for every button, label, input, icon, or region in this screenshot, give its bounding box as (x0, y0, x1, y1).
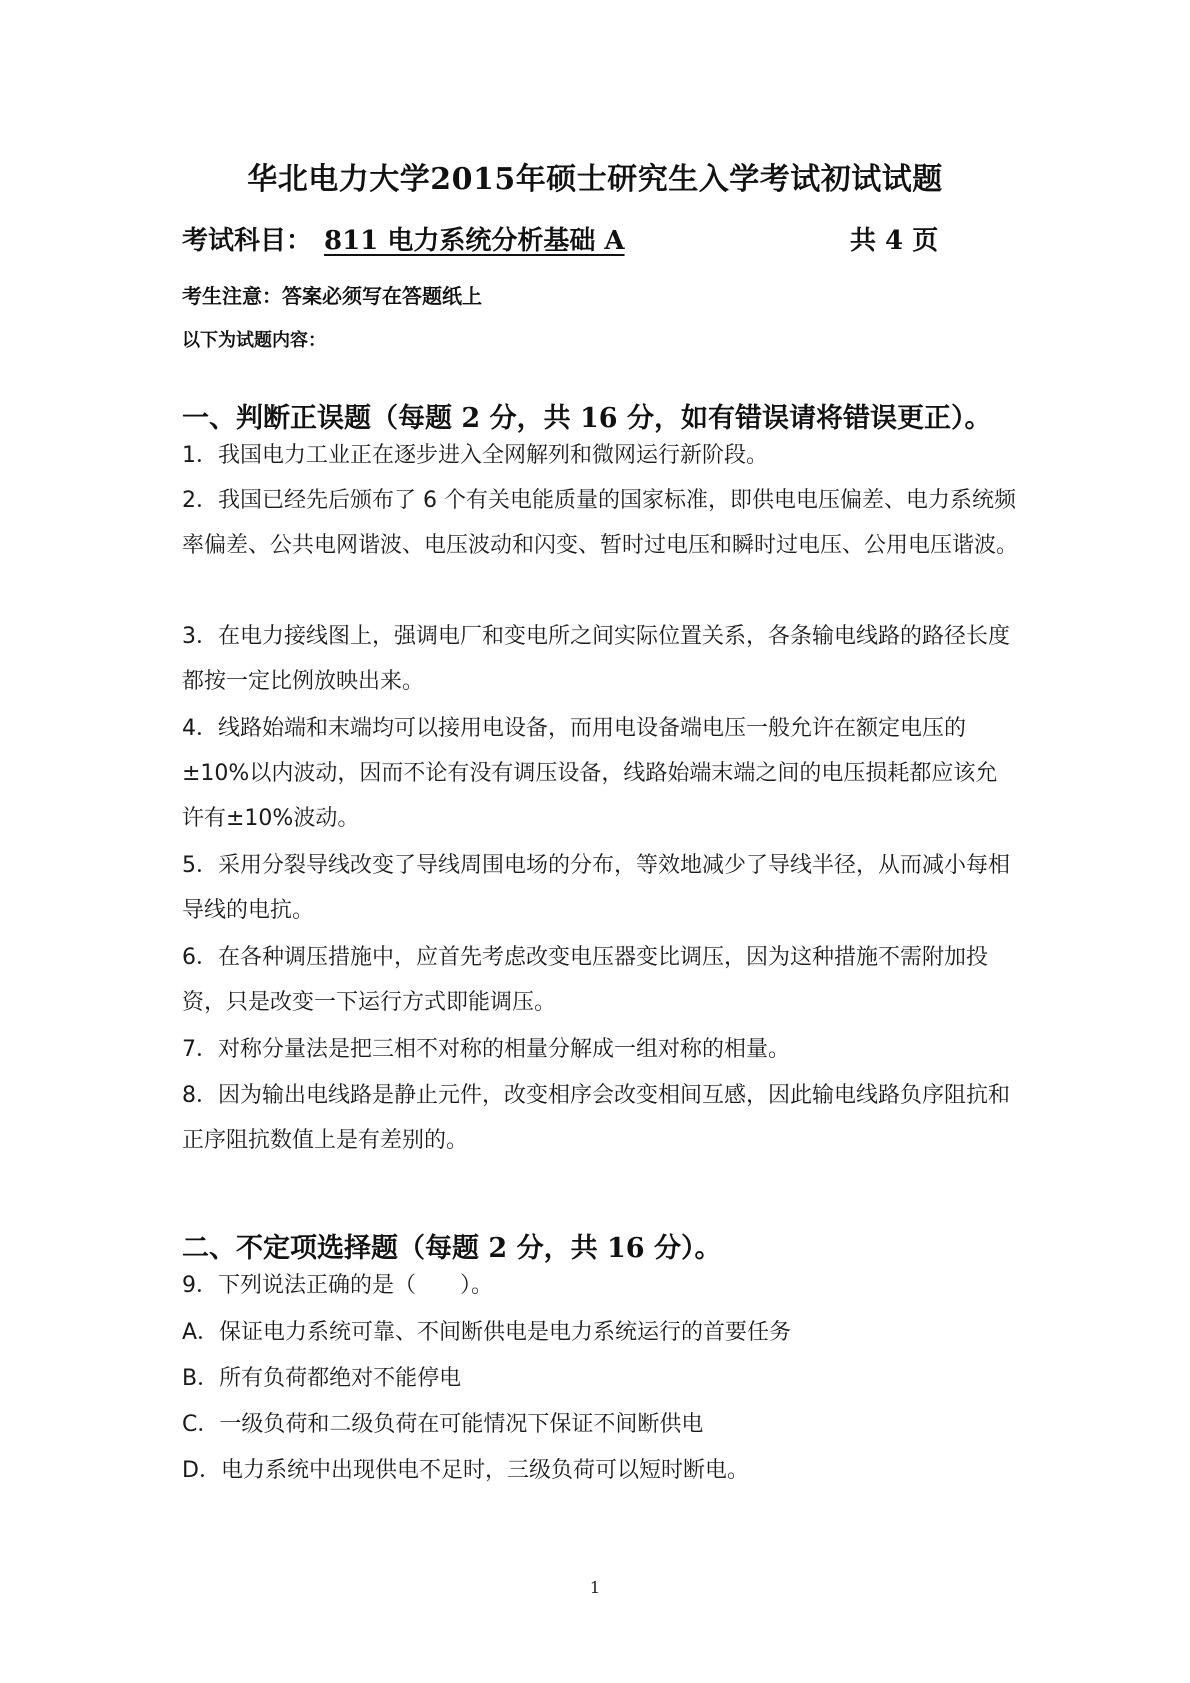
question-1: 1．我国电力工业正在逐步进入全网解列和微网运行新阶段。 (182, 443, 768, 468)
question-5: 5．采用分裂导线改变了导线周围电场的分布，等效地减少了导线半径，从而减小每相导线的电抗。 (182, 853, 1010, 923)
content-intro: 以下为试题内容： (182, 330, 326, 351)
exam-title: 华北电力大学2015年硕士研究生入学考试初试试题 (247, 162, 943, 197)
subject-label: 考试科目： (182, 226, 313, 256)
question-4: 4．线路始端和末端均可以接用电设备，而用电设备端电压一般允许在额定电压的±10%以内波动，因而不论有没有调压设备，线路始端末端之间的电压损耗都应该允许有±10%波动。 (182, 716, 998, 831)
subject-value: 811 电力系统分析基础 A (324, 226, 625, 256)
question-8: 8．因为输出电线路是静止元件，改变相序会改变相间互感，因此输电线路负序阻抗和正序阻抗数值上是有差别的。 (182, 1083, 1010, 1153)
question-3: 3．在电力接线图上，强调电厂和变电所之间实际位置关系，各条输电线路的路径长度都按一定比例放映出来。 (182, 624, 1010, 694)
page-number: 1 (589, 1578, 601, 1597)
option-a: A．保证电力系统可靠、不间断供电是电力系统运行的首要任务 (182, 1320, 792, 1345)
option-d: D．电力系统中出现供电不足时，三级负荷可以短时断电。 (182, 1458, 749, 1483)
option-c: C．一级负荷和二级负荷在可能情况下保证不间断供电 (182, 1412, 704, 1437)
section-1-heading: 一、判断正误题（每题 2 分，共 16 分，如有错误请将错误更正）。 (182, 403, 992, 434)
section-2-heading: 二、不定项选择题（每题 2 分，共 16 分）。 (182, 1233, 722, 1264)
page-count: 共 4 页 (850, 226, 939, 256)
question-7: 7．对称分量法是把三相不对称的相量分解成一组对称的相量。 (182, 1037, 790, 1062)
question-9: 9．下列说法正确的是（ ）。 (182, 1273, 493, 1298)
subject-row (182, 220, 962, 260)
question-2: 2．我国已经先后颁布了 6 个有关电能质量的国家标准，即供电电压偏差、电力系统频率偏差、公共电网谐波、电压波动和闪变、暂时过电压和瞬时过电压、公用电压谐波。 (182, 488, 1019, 558)
candidate-notice: 考生注意：答案必须写在答题纸上 (182, 284, 482, 308)
option-b: B．所有负荷都绝对不能停电 (182, 1366, 462, 1391)
question-6: 6．在各种调压措施中，应首先考虑改变电压器变比调压，因为这种措施不需附加投资，只是改变一下运行方式即能调压。 (182, 945, 988, 1015)
